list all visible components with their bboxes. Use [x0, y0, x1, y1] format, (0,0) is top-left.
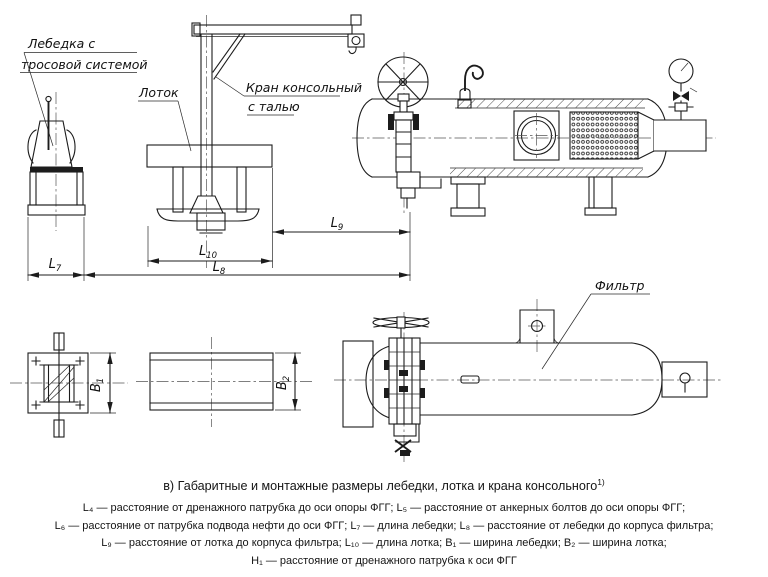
fgg-vessel-side-view [352, 52, 716, 216]
callout-leader-line [216, 77, 244, 96]
caption-text: в) Габаритные и монтажные размеры лебедки, лотка и крана консольного [163, 479, 598, 494]
dimension-B2 [275, 353, 301, 410]
filter-callout [542, 278, 650, 369]
dimension-L9 [273, 216, 410, 235]
crane-callout-label-line1: Кран консольный [246, 80, 363, 95]
callout-leader-line [542, 294, 591, 369]
crane-trolley-hoist [348, 15, 364, 54]
dim-label-L8: $L_8$ [212, 260, 226, 277]
tray-top-view [136, 337, 312, 427]
winch-callout-label-line1: Лебедка с [28, 36, 96, 51]
perforated-panel [570, 112, 638, 159]
winch-top-view [10, 333, 128, 437]
callout-leader-line [178, 101, 191, 151]
dim-label-L7: $L_7$ [48, 257, 62, 274]
winch-side-view [20, 36, 148, 231]
winch-callout [20, 36, 148, 146]
winch-callout-label-line2: тросовой системой [21, 57, 148, 72]
manhole-porthole [514, 111, 559, 160]
tray-callout-label: Лоток [139, 85, 179, 100]
filter-side-view [334, 278, 722, 462]
dimension-legend [0, 500, 768, 570]
pressure-gauge [669, 59, 697, 119]
dim-label-B2: $B_2$ [275, 375, 292, 391]
vessel-support-legs [451, 177, 616, 216]
dimension-lines-top [28, 168, 410, 281]
dim-label-L10: $L_{10}$ [198, 244, 218, 261]
outlet-nozzle [638, 112, 706, 159]
crane-callout [216, 77, 362, 115]
legend-line: L₉ — расстояние от лотка до корпуса фильтра; L₁₀ — длина лотка; B₁ — ширина лебедки; B₂ — ширина лотка; [101, 537, 667, 549]
crane-callout-label-line2: с талью [248, 99, 300, 114]
winch-body [28, 92, 85, 231]
filter-callout-label: Фильтр [595, 278, 645, 293]
dimension-L10 [148, 244, 272, 264]
caption-footnote-mark: 1) [597, 477, 605, 487]
filter-flange-valve [373, 317, 429, 456]
legend-line: L₄ — расстояние от дренажного патрубка до оси опоры ФГГ; L₅ — расстояние от анкерных болтов до оси опоры ФГГ; [82, 502, 686, 514]
dim-label-B1: $B_1$ [89, 377, 106, 393]
handwheel-valve [378, 57, 441, 208]
tray-callout [138, 85, 191, 151]
dim-label-L9: $L_9$ [330, 216, 344, 233]
filter-end-block [662, 362, 707, 397]
winch-shaft [54, 333, 64, 437]
figure-caption [0, 477, 768, 493]
tray-body [147, 145, 272, 233]
legend-line: H₁ — расстояние от дренажного патрубка к оси ФГГ [251, 554, 517, 567]
legend-line: L₆ — расстояние от патрубка подвода нефти до оси ФГГ; L₇ — длина лебедки; L₈ — расстояние от лебедки до корпуса фильтра; [54, 519, 714, 532]
